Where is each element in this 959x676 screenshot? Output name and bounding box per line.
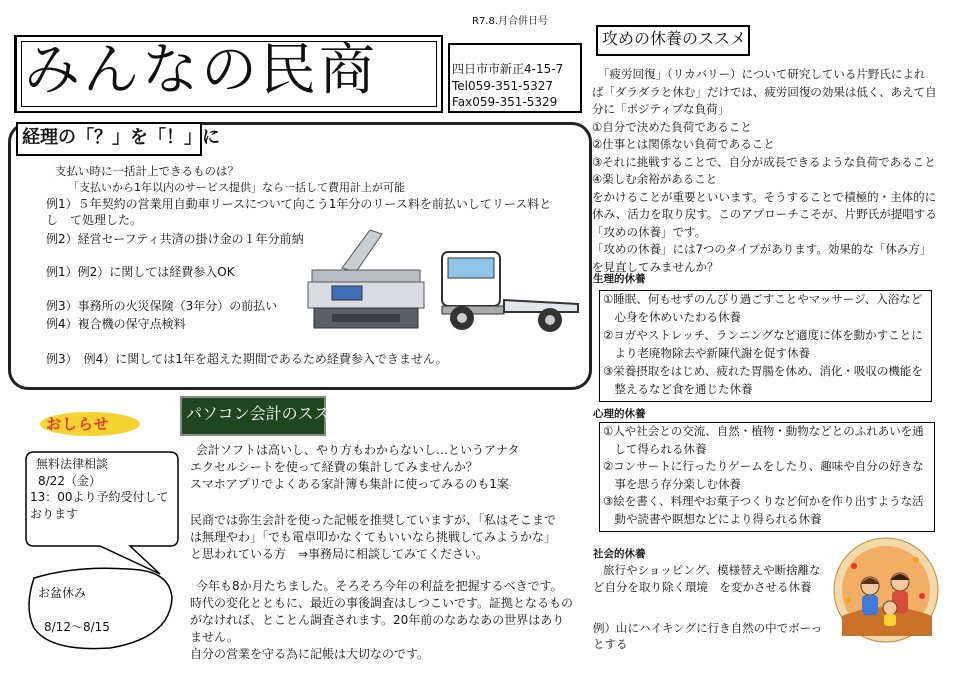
rest-intro <box>592 66 937 276</box>
address-block <box>452 61 563 111</box>
rest-intro-line: 「攻めの休養」には7つのタイプがあります。効果的な「休み方」 <box>592 242 932 256</box>
social-line: とする <box>593 637 628 651</box>
pc-line: 民商では弥生会計を使った記帳を推奨していますが、「私はそこまで <box>190 513 557 527</box>
pc-line: エクセルシートを使って経費の集計してみませんか？ <box>190 460 478 474</box>
social-line: 例）山にハイキングに行き自然の中でボーっ <box>593 620 823 635</box>
issue-label: R7.8.月合併日号 <box>472 16 549 27</box>
fax-line: Fax059-351-5329 <box>452 95 558 109</box>
rest-intro-line: ②仕事とは関係ない負荷であること <box>592 137 775 151</box>
rest-item: ①睡眠、何もせずのんびり過ごすことやマッサージ、入浴など <box>603 292 923 306</box>
pc-paragraph-2 <box>190 512 556 563</box>
tow-truck-illustration <box>438 248 584 340</box>
rest-intro-line: 「疲労回復」（リカバリー）について研究している片野氏によれ <box>598 67 926 81</box>
keiri-line: 支払い時に一括計上できるものは？ <box>55 164 239 178</box>
pc-line: は無理やわ」「でも電卓叩かなくてもいいなら挑戦してみようかな」 <box>190 530 557 544</box>
keiri-line: 例3）事務所の火災保険（3年分）の前払い <box>46 299 278 313</box>
keiri-line: し て処理した。 <box>46 213 143 227</box>
notice-line: 13：00より予約受付して <box>30 490 169 504</box>
pc-paragraph-3 <box>190 578 573 663</box>
rest-intro-line: 休み、活力を取り戻す。このアプローチこそが、片野氏が提唱する <box>592 207 937 221</box>
pc-paragraph-1 <box>190 442 519 493</box>
rest-item: 動や読書や瞑想などにより得られる休養 <box>603 511 822 526</box>
social-line: 旅行やショッピング、模様替えや断捨離な <box>603 563 821 577</box>
oshirase-label: おしらせ <box>46 415 110 433</box>
rest-item: 事を思う存分楽しむ休養 <box>603 476 741 491</box>
pc-line: 会計ソフトは高いし、やり方もわからないし…というアナタ <box>196 443 520 457</box>
pc-line: 自分の営業を守る為に記帳は大切なのです。 <box>190 647 430 661</box>
rest-item: ②コンサートに行ったりゲームをしたり、趣味や自分の好きな <box>603 459 924 473</box>
mental-rest-label: 心理的休養 <box>593 408 646 420</box>
rest-item: 整えるなど食を通じた休養 <box>603 382 753 396</box>
rest-intro-line: ④楽しむ余裕があること <box>592 172 718 186</box>
rest-item: ②ヨガやストレッチ、ランニングなど適度に体を動かすことに <box>603 328 923 342</box>
notice-line: 無料法律相談 <box>36 457 109 471</box>
family-autumn-illustration <box>832 536 940 644</box>
rest-intro-line: ①自分で決めた負荷であること <box>592 119 752 134</box>
pc-line: 今年も8か月たちました。そろそろ今年の利益を把握するべきです。 <box>196 579 563 593</box>
rest-heading: 攻めの休養のススメ <box>602 29 747 48</box>
keiri-line: 例1）５年契約の営業用自動車リースについて向こう1年分のリース料を前払いしてリース料と <box>46 197 552 211</box>
keiri-heading: 経理の「？」を「！」に <box>22 127 220 148</box>
rest-intro-line: を見直してみませんか？ <box>592 259 719 274</box>
rest-intro-line: 「攻めの休養」です。 <box>592 224 707 239</box>
oshirase-badge <box>36 410 144 438</box>
rest-item: して得られる休養 <box>603 441 707 456</box>
keiri-line: 例2）経営セーフティ共済の掛け金の１年分前納 <box>46 232 304 246</box>
rest-intro-line: をかけることが重要といいます。そうすることで積極的・主体的に <box>592 189 937 204</box>
notice-line: 8/22（金） <box>38 473 101 488</box>
keiri-line: 例4）複合機の保守点検料 <box>46 317 186 331</box>
obon-notice-dates: 8/12～8/15 <box>44 620 110 634</box>
pc-line: と思われている方 ⇒事務局に相談してみてください。 <box>190 547 489 561</box>
mental-rest-list <box>603 423 924 528</box>
rest-item: ③栄養摂取をはじめ、疲れた胃腸を休め、消化・吸収の機能を <box>603 364 923 378</box>
rest-intro-line: ば「ダラダラと休む」だけでは、疲労回復の効果は低く、あえて自 <box>592 84 937 99</box>
rest-item: より老廃物除去や新陳代謝を促す休養 <box>603 346 810 360</box>
pc-line: 時代の変化とともに、最近の事後調査はしつこいです。証拠となるもの <box>190 596 574 610</box>
rest-item: 心身を休めいたわる休養 <box>603 310 741 324</box>
tel-line: Tel059-351-5327 <box>452 78 554 93</box>
pc-line: ません。 <box>190 630 239 644</box>
masthead-title: みんなの民商 <box>24 38 378 103</box>
physical-rest-list <box>603 290 923 398</box>
notice-line: おります <box>30 506 79 521</box>
pc-line: がなければ、とことん調査されます。20年前のなあなあの世界はあり <box>190 613 565 627</box>
rest-item: ③絵を書く、料理やお菓子つくりなど何かを作り出すような活 <box>603 494 924 508</box>
address-line: 四日市市新正4-15-7 <box>452 62 564 76</box>
copier-illustration <box>302 226 430 332</box>
obon-notice-title: お盆休み <box>38 586 87 600</box>
rest-intro-line: ③それに挑戦することで、自分が成長できるような負荷であること <box>592 154 936 169</box>
social-rest-text <box>593 562 822 653</box>
keiri-line: 「支払いから1年以内のサービス提供」なら一括して費用計上が可能 <box>68 181 405 194</box>
rest-item: ①人や社会との交流、自然・植物・動物などとのふれあいを通 <box>603 424 924 438</box>
pc-heading: パソコン会計のススメ <box>186 404 346 423</box>
keiri-line: 例1）例2）に関しては経費参入OK <box>46 265 235 279</box>
social-line <box>593 595 822 612</box>
social-line: ど自分を取り除く環境 を変かさせる休養 <box>593 579 812 594</box>
keiri-line: 例3） 例4）に関しては1年を超えた期間であるため経費参入できません。 <box>46 352 448 366</box>
pc-line: スマホアプリでよくある家計簿も集計に使ってみるのも1案 <box>190 477 509 491</box>
social-rest-label: 社会的休養 <box>593 548 646 560</box>
physical-rest-label: 生理的休養 <box>593 273 646 285</box>
legal-consult-notice <box>30 456 169 522</box>
rest-intro-line: 分に「ポジティブな負荷」 <box>592 102 730 116</box>
